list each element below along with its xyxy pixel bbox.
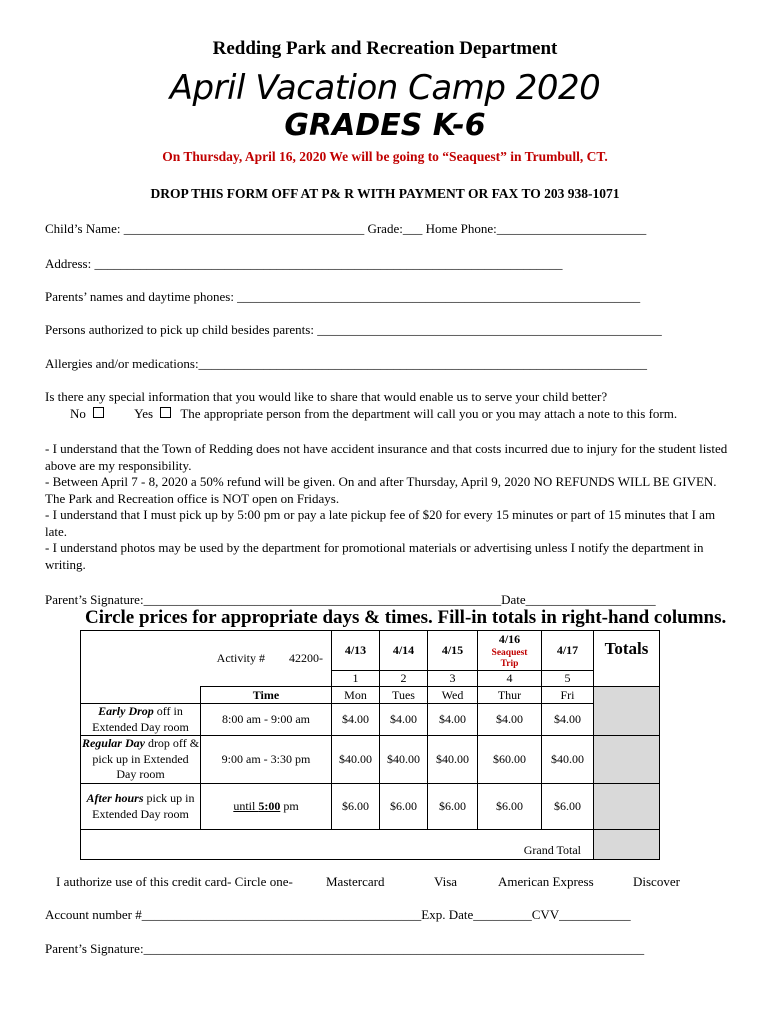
day-name: Mon xyxy=(332,687,380,704)
pickup-persons-line[interactable]: Persons authorized to pick up child besides parents: _____________________________________________________ xyxy=(45,322,662,337)
grand-total-label: Grand Total xyxy=(81,830,594,860)
yes-checkbox[interactable] xyxy=(160,407,171,418)
terms-item: - I understand photos may be used by the department for promotional materials or advertising unless I notify the department in writing. xyxy=(45,540,704,572)
grand-total-cell[interactable] xyxy=(594,830,660,860)
price-cell[interactable]: $40.00 xyxy=(380,736,428,784)
price-cell[interactable]: $4.00 xyxy=(380,704,428,736)
price-cell[interactable]: $4.00 xyxy=(478,704,542,736)
parents-phones-line[interactable]: Parents’ names and daytime phones: ______________________________________________________________ xyxy=(45,289,641,304)
child-name-line[interactable]: Child’s Name: _____________________________________ Grade:___ Home Phone:_______________________ xyxy=(45,221,647,236)
total-cell[interactable] xyxy=(594,784,660,830)
terms-item: - I understand that I must pick up by 5:00 pm or pay a late pickup fee of $20 for every 15 minutes or part of 15 minutes that I am late. xyxy=(45,507,716,539)
date-4-16: 4/16 xyxy=(498,632,521,646)
day-name: Fri xyxy=(542,687,594,704)
price-cell[interactable]: $40.00 xyxy=(428,736,478,784)
grades-heading: GRADES K-6 xyxy=(284,108,486,143)
price-cell[interactable]: $40.00 xyxy=(332,736,380,784)
day-number: 2 xyxy=(380,671,428,687)
price-cell[interactable]: $4.00 xyxy=(542,704,594,736)
price-cell[interactable]: $4.00 xyxy=(332,704,380,736)
activity-number: 42200- xyxy=(289,651,323,665)
total-cell[interactable] xyxy=(594,687,660,736)
day-name: Thur xyxy=(478,687,542,704)
price-cell[interactable]: $6.00 xyxy=(332,784,380,830)
price-cell[interactable]: $6.00 xyxy=(542,784,594,830)
regular-day-time: 9:00 am - 3:30 pm xyxy=(201,736,332,784)
no-label: No xyxy=(70,406,86,421)
time-header: Time xyxy=(201,687,332,704)
day-number: 5 xyxy=(542,671,594,687)
parent-signature-date-line[interactable]: Parent’s Signature:_______________________________________________________Date____________________ xyxy=(45,592,656,607)
date-4-17: 4/17 xyxy=(542,631,594,671)
after-hours-label: After hours pick up in Extended Day room xyxy=(81,784,201,830)
terms-item: - Between April 7 - 8, 2020 a 50% refund will be given. On and after Thursday, April 9, 2020 NO REFUNDS WILL BE GIVEN. The Park and Recreation office is NOT open on Fridays. xyxy=(45,474,717,506)
day-number: 1 xyxy=(332,671,380,687)
after-hours-time: until 5:00 pm xyxy=(201,784,332,830)
date-4-14: 4/14 xyxy=(380,631,428,671)
total-cell[interactable] xyxy=(594,736,660,784)
day-number: 3 xyxy=(428,671,478,687)
special-note: The appropriate person from the department will call you or you may attach a note to this form. xyxy=(180,406,678,421)
allergies-line[interactable]: Allergies and/or medications:_____________________________________________________________________ xyxy=(45,356,648,371)
special-info-question: Is there any special information that you would like to share that would enable us to serve your child better? xyxy=(45,389,608,404)
seaquest-trip-label: Seaquest Trip xyxy=(491,648,528,669)
address-line[interactable]: Address: ________________________________________________________________________ xyxy=(45,256,563,271)
yes-label: Yes xyxy=(134,406,154,421)
day-number: 4 xyxy=(478,671,542,687)
price-cell[interactable]: $6.00 xyxy=(380,784,428,830)
price-table xyxy=(80,630,660,860)
trip-notice: On Thursday, April 16, 2020 We will be going to “Seaquest” in Trumbull, CT. xyxy=(162,149,608,164)
card-option-discover[interactable]: Discover xyxy=(633,874,680,889)
card-option-visa[interactable]: Visa xyxy=(434,874,458,889)
early-drop-label: Early Drop off in Extended Day room xyxy=(81,704,201,736)
special-info-options xyxy=(70,406,677,422)
price-cell[interactable]: $6.00 xyxy=(478,784,542,830)
early-drop-time: 8:00 am - 9:00 am xyxy=(201,704,332,736)
credit-card-authorize: I authorize use of this credit card- Circle one- xyxy=(56,874,293,889)
totals-header: Totals xyxy=(594,631,660,687)
price-cell[interactable]: $60.00 xyxy=(478,736,542,784)
price-cell[interactable]: $40.00 xyxy=(542,736,594,784)
day-name: Wed xyxy=(428,687,478,704)
department-name: Redding Park and Recreation Department xyxy=(212,38,558,59)
regular-day-label: Regular Day drop off & pick up in Extended Day room xyxy=(81,736,201,784)
date-4-13: 4/13 xyxy=(332,631,380,671)
payment-signature-line[interactable]: Parent’s Signature:_____________________________________________________________________________ xyxy=(45,941,645,956)
card-option-mastercard[interactable]: Mastercard xyxy=(326,874,385,889)
day-name: Tues xyxy=(380,687,428,704)
activity-label: Activity # xyxy=(216,651,265,665)
price-cell[interactable]: $6.00 xyxy=(428,784,478,830)
date-4-15: 4/15 xyxy=(428,631,478,671)
terms-item: - I understand that the Town of Redding does not have accident insurance and that costs incurred due to injury for the student listed above are my responsibility. xyxy=(45,441,728,473)
no-checkbox[interactable] xyxy=(93,407,104,418)
card-option-amex[interactable]: American Express xyxy=(498,874,594,889)
camp-title: April Vacation Camp 2020 xyxy=(169,68,601,108)
account-number-line[interactable]: Account number #___________________________________________Exp. Date_________CVV___________ xyxy=(45,907,631,922)
prices-title: Circle prices for appropriate days & times. Fill-in totals in right-hand columns. xyxy=(85,607,727,628)
dropoff-notice: DROP THIS FORM OFF AT P& R WITH PAYMENT OR FAX TO 203 938-1071 xyxy=(150,186,620,201)
price-cell[interactable]: $4.00 xyxy=(428,704,478,736)
